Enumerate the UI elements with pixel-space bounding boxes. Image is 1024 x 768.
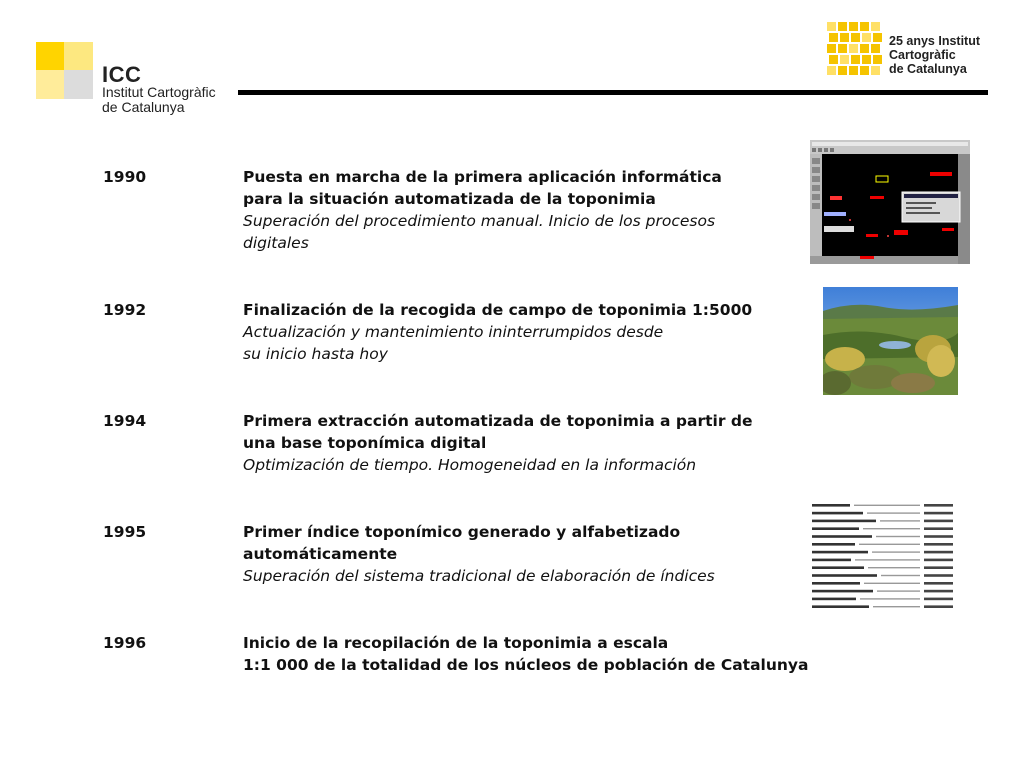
grid-square	[862, 33, 871, 42]
index-line-code	[924, 582, 953, 585]
index-line-entry	[812, 551, 868, 554]
logo-square-light-yellow	[64, 42, 93, 70]
entry-year: 1990	[103, 168, 147, 186]
grid-square	[827, 66, 836, 75]
grid-square	[827, 22, 836, 31]
grid-square	[829, 55, 838, 64]
index-line-code	[924, 559, 953, 562]
entry-text: Primera extracción automatizada de toponimia a partir de una base toponímica digital Optimización de tiempo. Homogeneidad en la información	[243, 412, 753, 474]
grid-square	[851, 33, 860, 42]
software-screenshot-image	[810, 140, 970, 264]
index-line-code	[924, 605, 953, 608]
icc-logo	[36, 42, 236, 122]
index-line-dots	[881, 575, 920, 576]
grid-square	[827, 44, 836, 53]
index-line-dots	[880, 520, 920, 521]
index-line-dots	[864, 583, 920, 584]
entry-year: 1992	[103, 301, 147, 319]
landscape-photo-image	[823, 287, 958, 395]
logo-name: Institut Cartogràfic de Catalunya	[102, 84, 216, 115]
grid-square	[851, 55, 860, 64]
grid-square	[860, 22, 869, 31]
anniversary-logo	[823, 22, 1003, 82]
index-line-code	[924, 566, 953, 569]
index-line-code	[924, 504, 953, 507]
logo-acronym: ICC	[102, 62, 142, 87]
grid-square	[860, 66, 869, 75]
entry-text: Primer índice toponímico generado y alfabetizado automáticamente Superación del sistema tradicional de elaboración de índices	[243, 523, 715, 585]
index-line-code	[924, 574, 953, 577]
index-line-dots	[877, 590, 920, 591]
index-line-dots	[863, 528, 920, 529]
entry-text: Puesta en marcha de la primera aplicación informática para la situación automatizada de la toponimia Superación del procedimiento manual. Inicio de los procesos digitales	[243, 168, 722, 252]
index-line-dots	[868, 567, 920, 568]
anniversary-grid-icon	[827, 22, 883, 76]
index-line-code	[924, 527, 953, 530]
index-line-entry	[812, 566, 864, 569]
grid-square	[838, 66, 847, 75]
grid-square	[840, 33, 849, 42]
entry-year: 1995	[103, 523, 147, 541]
index-line-dots	[873, 606, 920, 607]
entry-year: 1994	[103, 412, 147, 430]
index-line-code	[924, 543, 953, 546]
index-line-dots	[876, 536, 920, 537]
index-line-entry	[812, 598, 856, 601]
grid-square	[849, 44, 858, 53]
logo-square-grey	[64, 70, 93, 99]
grid-square	[838, 22, 847, 31]
entry-year: 1996	[103, 634, 147, 652]
index-line-code	[924, 520, 953, 523]
entry-text: Finalización de la recogida de campo de toponimia 1:5000 Actualización y mantenimiento ininterrumpidos desde su inicio hasta hoy	[243, 301, 753, 363]
index-line-entry	[812, 605, 869, 608]
index-line-code	[924, 535, 953, 538]
index-line-dots	[854, 505, 920, 506]
index-line-entry	[812, 543, 855, 546]
index-line-dots	[855, 559, 920, 560]
grid-square	[871, 44, 880, 53]
toponymic-index-image	[810, 500, 955, 612]
logo-square-yellow	[36, 42, 64, 70]
index-line-entry	[812, 590, 873, 593]
grid-square	[849, 66, 858, 75]
header-divider	[238, 90, 988, 95]
anniversary-text: 25 anys Institut Cartogràfic de Catalunya	[889, 34, 980, 76]
index-line-dots	[867, 512, 920, 513]
grid-square	[873, 55, 882, 64]
index-line-entry	[812, 559, 851, 562]
grid-square	[862, 55, 871, 64]
index-line-code	[924, 598, 953, 601]
index-line-entry	[812, 520, 876, 523]
grid-square	[871, 22, 880, 31]
grid-square	[829, 33, 838, 42]
entry-text: Inicio de la recopilación de la toponimia a escala 1:1 000 de la totalidad de los núcleos de población de Catalunya	[243, 634, 809, 674]
index-line-entry	[812, 527, 859, 530]
index-line-code	[924, 551, 953, 554]
grid-square	[840, 55, 849, 64]
grid-square	[860, 44, 869, 53]
index-line-dots	[872, 551, 920, 552]
index-line-code	[924, 590, 953, 593]
grid-square	[838, 44, 847, 53]
index-line-entry	[812, 574, 877, 577]
grid-square	[849, 22, 858, 31]
index-line-entry	[812, 512, 863, 515]
index-line-entry	[812, 535, 872, 538]
grid-square	[871, 66, 880, 75]
index-line-code	[924, 512, 953, 515]
index-line-entry	[812, 582, 860, 585]
logo-square-pale-yellow	[36, 70, 64, 99]
grid-square	[873, 33, 882, 42]
index-line-dots	[860, 598, 920, 599]
index-line-entry	[812, 504, 850, 507]
index-line-dots	[859, 544, 920, 545]
